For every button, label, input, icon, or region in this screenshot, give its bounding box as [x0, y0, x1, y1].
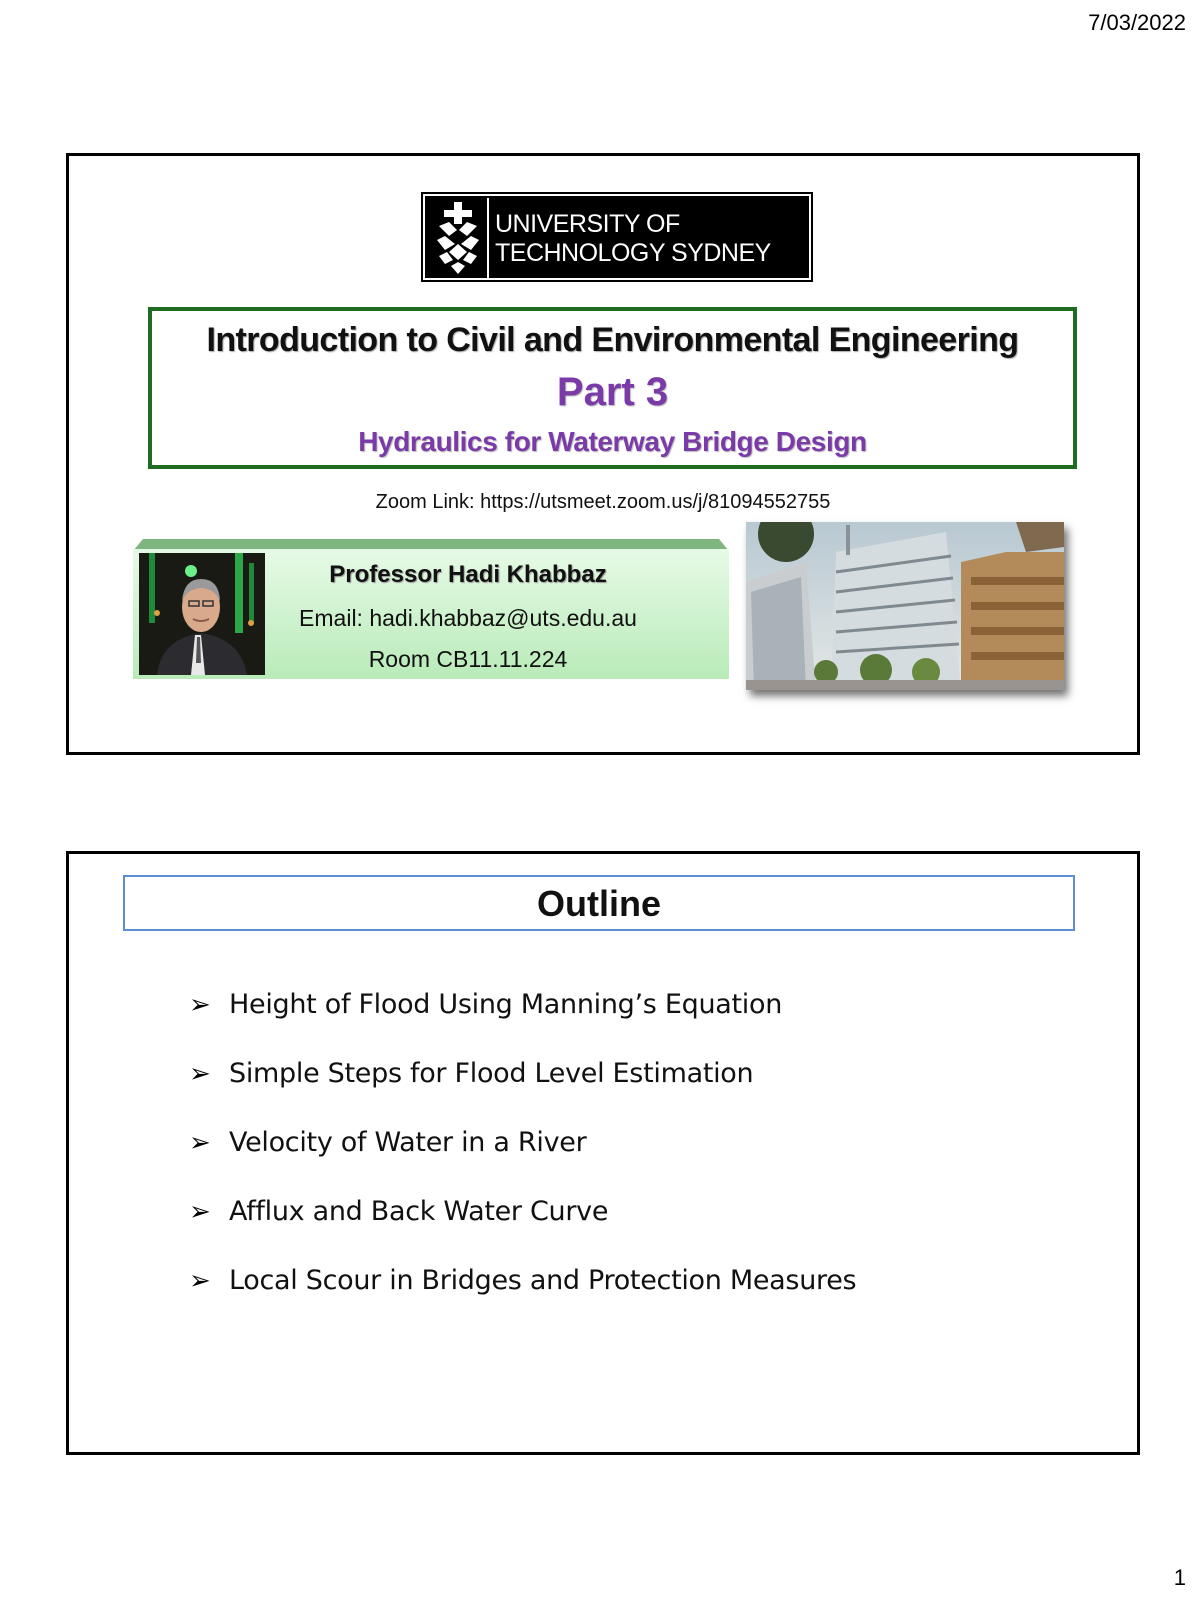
professor-name: Professor Hadi Khabbaz: [329, 561, 607, 588]
list-item-text: Simple Steps for Flood Level Estimation: [229, 1058, 754, 1089]
logo-divider: [487, 198, 489, 280]
professor-room: Room CB11.11.224: [368, 646, 568, 672]
list-item: [189, 989, 1009, 1058]
course-title: Introduction to Civil and Environmental Engineering: [206, 321, 1019, 359]
arrow-bullet-icon: ➢: [189, 1127, 211, 1157]
list-item-text: Afflux and Back Water Curve: [229, 1196, 609, 1227]
list-item-text: Velocity of Water in a River: [229, 1127, 587, 1158]
outline-heading-box: [123, 875, 1075, 931]
professor-photo: [139, 553, 265, 675]
list-item-text: Local Scour in Bridges and Protection Measures: [229, 1265, 857, 1296]
title-slide: [66, 153, 1140, 755]
logo-text-line1: UNIVERSITY OF: [495, 210, 680, 238]
outline-slide: [66, 851, 1140, 1455]
professor-email[interactable]: Email: hadi.khabbaz@uts.edu.au: [299, 605, 637, 631]
list-item: [189, 1196, 1009, 1265]
lecture-subtitle: Hydraulics for Waterway Bridge Design: [358, 426, 867, 457]
outline-list: [189, 989, 1009, 1334]
list-item: [189, 1058, 1009, 1127]
arrow-bullet-icon: ➢: [189, 1058, 211, 1088]
list-item: [189, 1127, 1009, 1196]
campus-building-image: [746, 522, 1064, 690]
outline-heading: Outline: [537, 883, 661, 924]
page-date: 7/03/2022: [1088, 10, 1186, 35]
course-title-box: [148, 307, 1077, 469]
zoom-link[interactable]: Zoom Link: https://utsmeet.zoom.us/j/81094552755: [375, 491, 831, 513]
list-item-text: Height of Flood Using Manning’s Equation: [229, 989, 783, 1020]
arrow-bullet-icon: ➢: [189, 1265, 211, 1295]
part-label: Part 3: [556, 370, 669, 414]
uts-crest-icon: [435, 200, 481, 278]
page-number: 1: [1173, 1565, 1186, 1590]
arrow-bullet-icon: ➢: [189, 1196, 211, 1226]
logo-text-line2: TECHNOLOGY SYDNEY: [495, 239, 771, 267]
arrow-bullet-icon: ➢: [189, 989, 211, 1019]
professor-banner: [133, 539, 729, 679]
uts-logo: [421, 192, 813, 282]
list-item: [189, 1265, 1009, 1334]
